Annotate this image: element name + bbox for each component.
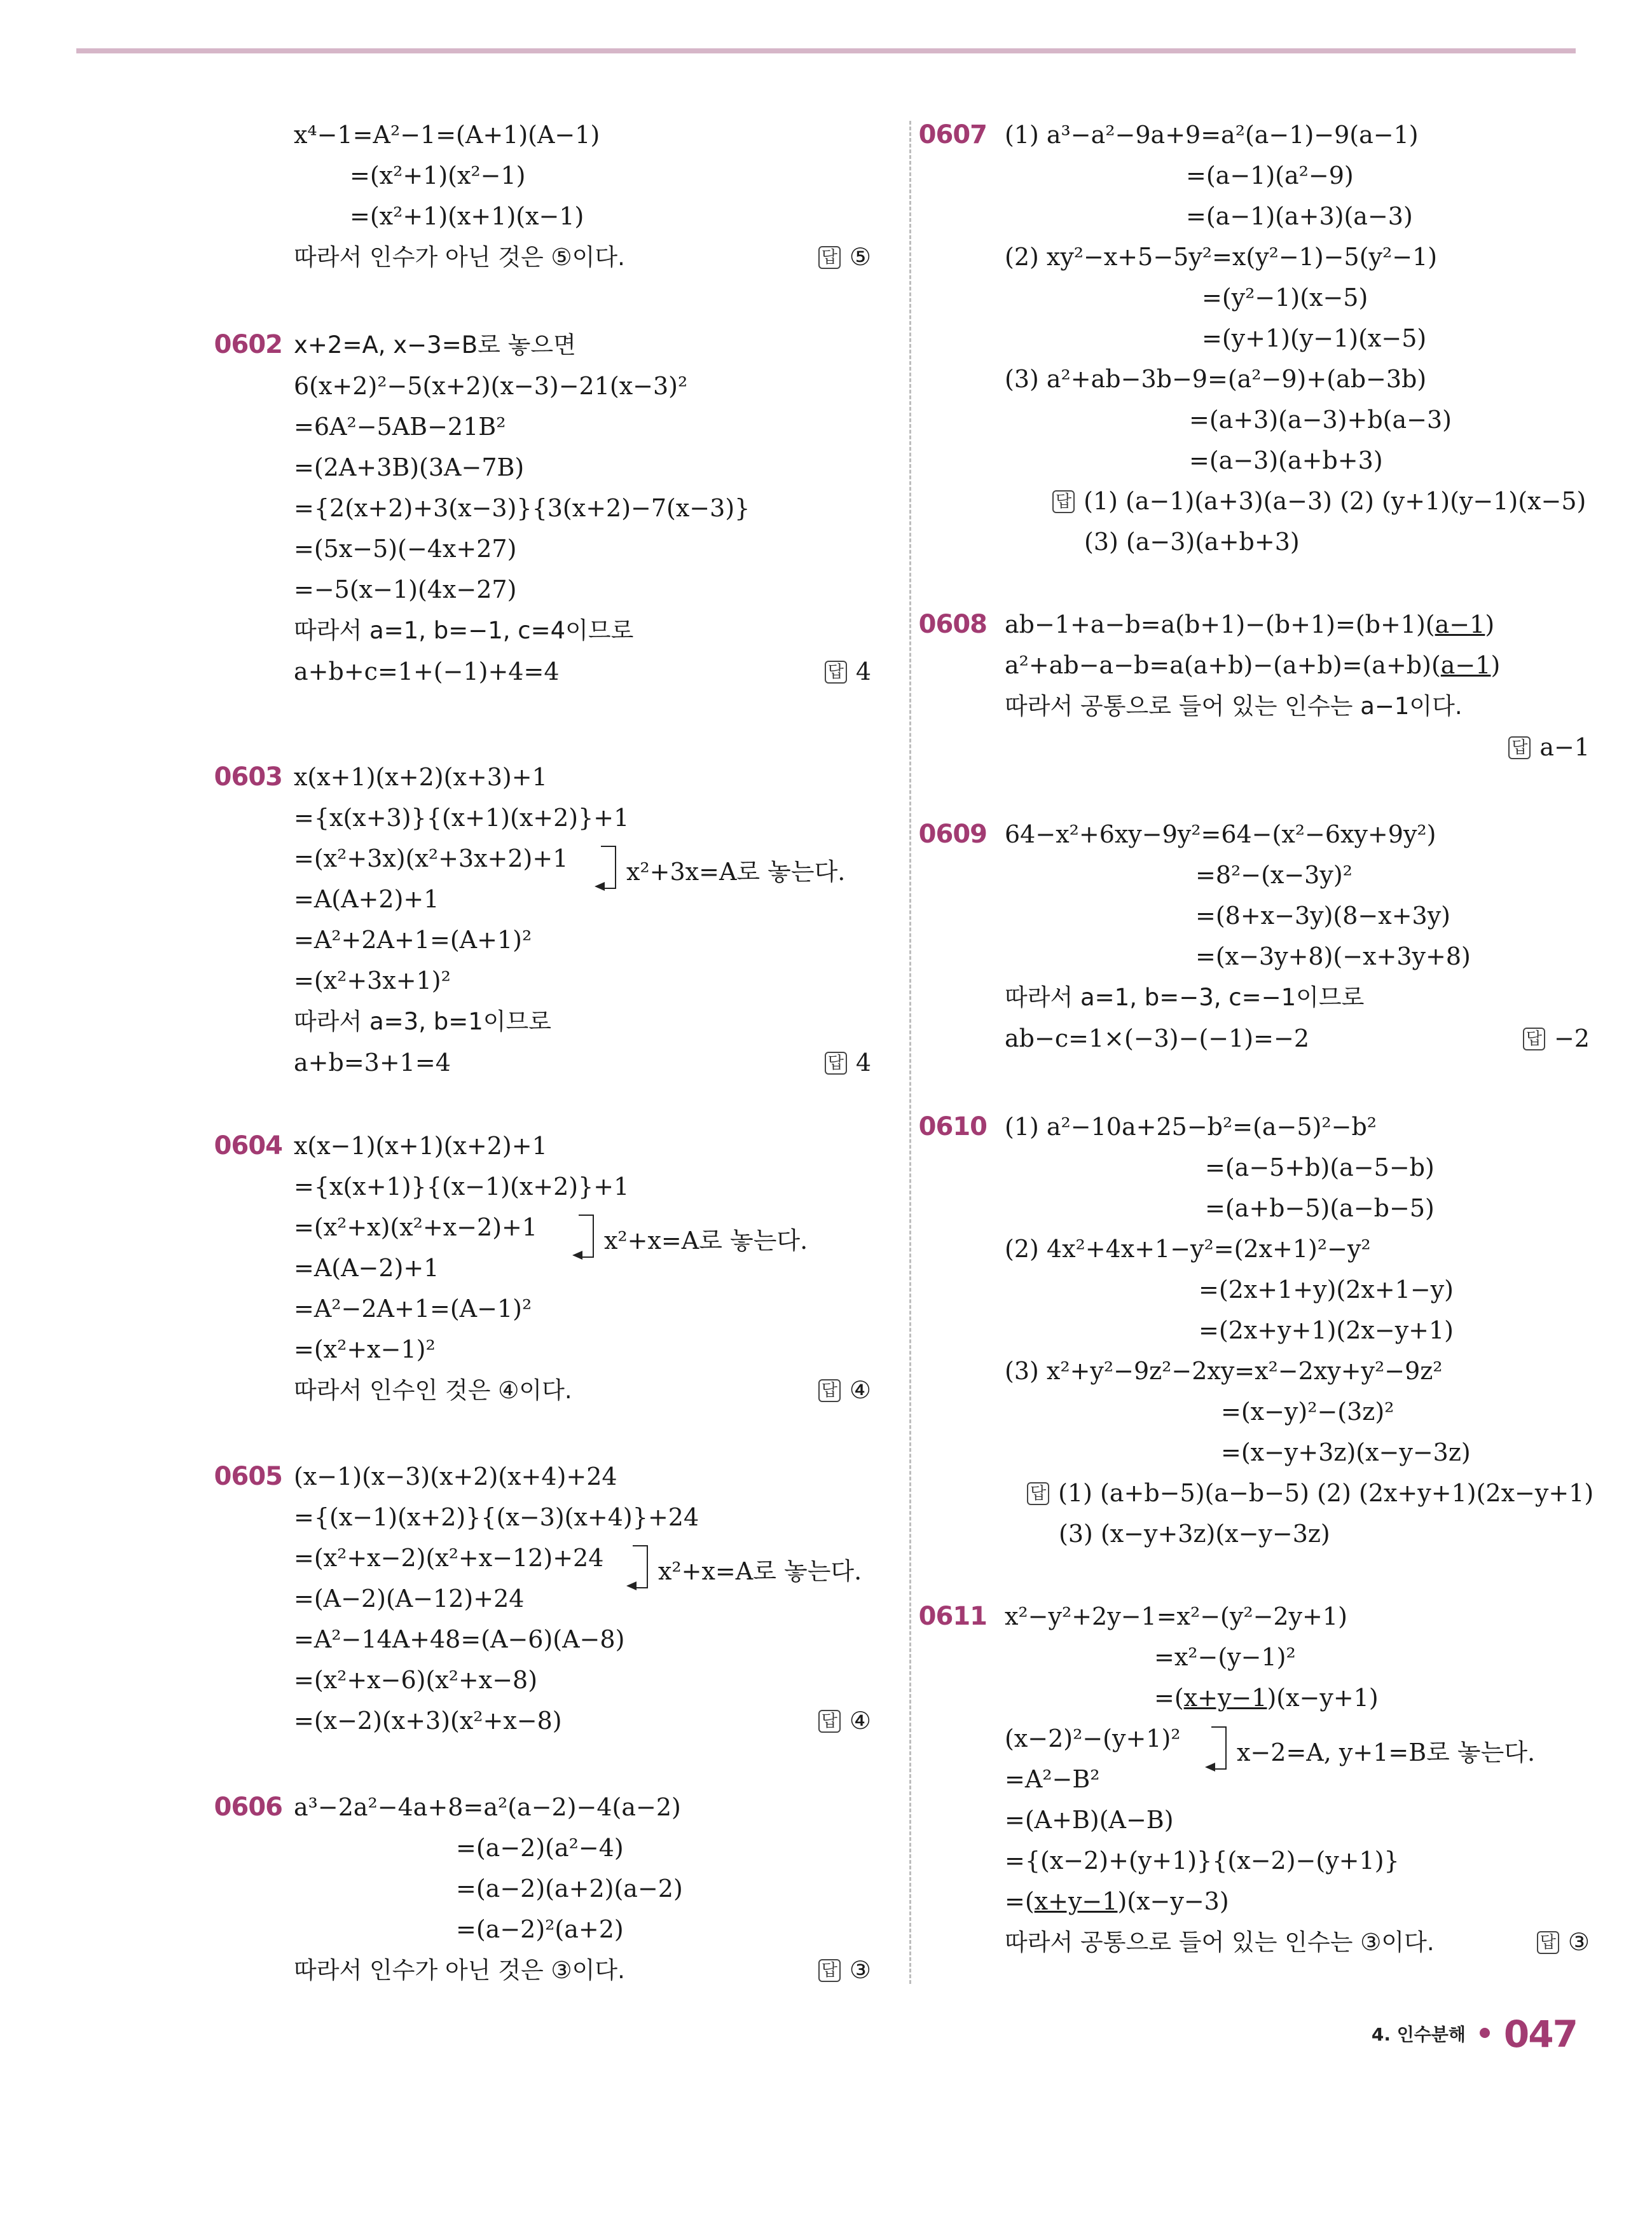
- line: [941, 1018, 1590, 1059]
- answer: [941, 1473, 1594, 1513]
- line-text: ab−c=1×(−3)−(−1)=−2: [1005, 1024, 1309, 1052]
- line: =(a−2)(a²−4): [456, 1834, 624, 1862]
- line: (x−1)(x−3)(x+2)(x+4)+24: [294, 1463, 617, 1490]
- problem-number: 0607: [918, 120, 987, 149]
- line: [941, 1677, 1590, 1718]
- line: =(x−y)²−(3z)²: [1221, 1398, 1394, 1426]
- line-text: 따라서 a=3, b=1이므로: [294, 1008, 551, 1035]
- left-column: [214, 114, 871, 1984]
- line: =(x²+3x)(x²+3x+2)+1: [294, 844, 568, 872]
- problem-number: 0602: [214, 330, 282, 359]
- line: [226, 1042, 871, 1083]
- line: [941, 977, 1590, 1018]
- line: [226, 1001, 871, 1042]
- common-factor: x+y−1: [1034, 1887, 1118, 1915]
- line: =A²−2A+1=(A−1)²: [294, 1295, 532, 1323]
- substitution-note: x²+x=A로 놓는다.: [658, 1557, 862, 1585]
- line: =A²−B²: [1005, 1765, 1100, 1793]
- line: [941, 604, 1590, 645]
- answer-value: −2: [1553, 1024, 1590, 1052]
- line-text: a+b=3+1=4: [294, 1049, 451, 1077]
- line: [226, 651, 871, 692]
- arrow-icon: [595, 882, 605, 891]
- line: =(A+B)(A−B): [1005, 1806, 1174, 1834]
- problem-number: 0611: [918, 1602, 987, 1631]
- line: ={2(x+2)+3(x−3)}{3(x+2)−7(x−3)}: [294, 494, 750, 522]
- line: [226, 610, 871, 651]
- line: [941, 727, 1590, 767]
- line: [226, 1950, 871, 1991]
- line: =(y²−1)(x−5): [1202, 284, 1368, 312]
- answer-label: 답: [1508, 736, 1531, 759]
- expr: =(: [1005, 1887, 1035, 1915]
- expr: )(x−y+1): [1267, 1684, 1379, 1712]
- line: x(x+1)(x+2)(x+3)+1: [294, 763, 547, 791]
- common-factor: a−1: [1440, 651, 1491, 679]
- line: =A²−14A+48=(A−6)(A−8): [294, 1625, 625, 1653]
- arrow-icon: [572, 1251, 582, 1260]
- substitution-note: x−2=A, y+1=B로 놓는다.: [1237, 1738, 1536, 1766]
- line: x(x−1)(x+1)(x+2)+1: [294, 1132, 547, 1160]
- answer-label: 답: [818, 1710, 841, 1733]
- answer-label: 답: [818, 1379, 841, 1402]
- answer-label: 답: [1523, 1028, 1545, 1050]
- answer-value: a−1: [1539, 733, 1590, 761]
- line: =(a−2)²(a+2): [456, 1915, 624, 1943]
- line: =(x²+x−6)(x²+x−8): [294, 1666, 538, 1694]
- answer: [1523, 1018, 1590, 1059]
- problem-0603: [214, 757, 871, 1083]
- line-text: 따라서 공통으로 들어 있는 인수는 ③이다.: [1005, 1929, 1435, 1956]
- line: =A(A−2)+1: [294, 1254, 439, 1282]
- answer: [818, 1950, 871, 1990]
- line: [941, 645, 1590, 685]
- line: (x−2)²−(y+1)²: [1005, 1724, 1181, 1752]
- line: =(a−5+b)(a−5−b): [1205, 1153, 1435, 1181]
- line: =(x−3y+8)(−x+3y+8): [1195, 942, 1471, 970]
- answer-cont: (3) (a−3)(a+b+3): [1084, 528, 1300, 556]
- line: [226, 324, 871, 366]
- answer-value: (1) (a+b−5)(a−b−5) (2) (2x+y+1)(2x−y+1): [1058, 1479, 1594, 1507]
- problem-0608: [918, 604, 1590, 767]
- line-text: 따라서 a=1, b=−1, c=4이므로: [294, 617, 634, 644]
- line: 6(x+2)²−5(x+2)(x−3)−21(x−3)²: [294, 372, 688, 400]
- top-rule: [76, 48, 1576, 53]
- line: =(a−2)(a+2)(a−2): [456, 1875, 683, 1903]
- line: [226, 237, 871, 278]
- line: ={(x−2)+(y+1)}{(x−2)−(y+1)}: [1005, 1847, 1400, 1875]
- line-text: x+2=A, x−3=B로 놓으면: [294, 331, 576, 359]
- page-footer: [1372, 2013, 1577, 2056]
- answer-label: 답: [1052, 490, 1075, 513]
- problem-0606: [214, 1787, 871, 1991]
- line: =(x−y+3z)(x−y−3z): [1221, 1438, 1471, 1466]
- line: =A(A+2)+1: [294, 885, 439, 913]
- answer-label: 답: [825, 1052, 847, 1075]
- answer-value: 4: [855, 1049, 871, 1077]
- line: =(a−3)(a+b+3): [1189, 446, 1383, 474]
- line: =(A−2)(A−12)+24: [294, 1585, 525, 1613]
- answer: [825, 651, 871, 692]
- line: [941, 1881, 1590, 1922]
- line: =(2x+y+1)(2x−y+1): [1199, 1316, 1454, 1344]
- line: (1) a³−a²−9a+9=a²(a−1)−9(a−1): [1005, 121, 1419, 149]
- line: ={x(x+1)}{(x−1)(x+2)}+1: [294, 1173, 630, 1201]
- line: =8²−(x−3y)²: [1195, 861, 1353, 889]
- line: =(x²+x−2)(x²+x−12)+24: [294, 1544, 604, 1572]
- expr: =(: [1154, 1684, 1184, 1712]
- line: =x²−(y−1)²: [1154, 1643, 1296, 1671]
- answer: [941, 481, 1590, 521]
- line: =(a−1)(a+3)(a−3): [1186, 202, 1413, 230]
- problem-0604: [214, 1125, 871, 1411]
- line: (1) a²−10a+25−b²=(a−5)²−b²: [1005, 1113, 1377, 1141]
- answer-value: ③: [849, 1956, 871, 1984]
- problem-0607: [918, 114, 1590, 562]
- expr: ab−1+a−b=a(b+1)−(b+1)=(b+1)(: [1005, 610, 1435, 638]
- problem-number: 0603: [214, 762, 282, 792]
- expr: ): [1485, 610, 1495, 638]
- chapter-title: 4. 인수분해: [1371, 2024, 1466, 2045]
- line: [226, 1700, 871, 1741]
- line: [941, 1922, 1590, 1963]
- arrow-icon: [1205, 1763, 1215, 1772]
- expr: )(x−y−3): [1117, 1887, 1229, 1915]
- conclusion-text: 따라서 인수가 아닌 것은 ⑤이다.: [294, 244, 625, 271]
- line: [226, 1370, 871, 1411]
- line-text: 따라서 인수가 아닌 것은 ③이다.: [294, 1957, 625, 1984]
- problem-number: 0604: [214, 1131, 282, 1160]
- answer-value: ③: [1567, 1928, 1590, 1956]
- answer-value: 4: [855, 657, 871, 685]
- line: =6A²−5AB−21B²: [294, 413, 506, 441]
- substitution-note: x²+x=A로 놓는다.: [604, 1227, 808, 1255]
- problem-number: 0608: [918, 610, 987, 639]
- line: x⁴−1=A²−1=(A+1)(A−1): [294, 121, 600, 149]
- answer-label: 답: [818, 246, 841, 269]
- line-text: =(x−2)(x+3)(x²+x−8): [294, 1707, 562, 1735]
- line-text: 따라서 a=1, b=−3, c=−1이므로: [1005, 984, 1365, 1011]
- line: (2) 4x²+4x+1−y²=(2x+1)²−y²: [1005, 1235, 1371, 1263]
- bullet-icon: [1480, 2028, 1490, 2038]
- line: =(x²+x)(x²+x−2)+1: [294, 1213, 538, 1241]
- problem-number: 0605: [214, 1462, 282, 1491]
- expr: ): [1490, 651, 1501, 679]
- arrow-icon: [626, 1581, 637, 1590]
- answer: [1508, 727, 1590, 767]
- problem-0605: [214, 1456, 871, 1741]
- answer: [818, 237, 871, 277]
- line: ={x(x+3)}{(x+1)(x+2)}+1: [294, 804, 630, 832]
- page-number: 047: [1503, 2013, 1577, 2056]
- line-text: a+b+c=1+(−1)+4=4: [294, 657, 560, 685]
- answer-value: ⑤: [849, 243, 871, 271]
- line: =(a+3)(a−3)+b(a−3): [1189, 406, 1452, 434]
- problem-0610: [918, 1106, 1594, 1554]
- line: =(x²+1)(x+1)(x−1): [350, 202, 584, 230]
- problem-number: 0609: [918, 820, 987, 849]
- problem-0601: [226, 114, 871, 278]
- answer: [825, 1042, 871, 1083]
- line: =A²+2A+1=(A+1)²: [294, 926, 532, 954]
- substitution-note: x²+3x=A로 놓는다.: [626, 858, 846, 886]
- answer-cont: (3) (x−y+3z)(x−y−3z): [1059, 1520, 1330, 1548]
- answer: [1537, 1922, 1590, 1962]
- answer-value: ④: [849, 1376, 871, 1404]
- line-text: 따라서 공통으로 들어 있는 인수는 a−1이다.: [1005, 692, 1463, 720]
- problem-number: 0606: [214, 1793, 282, 1822]
- column-divider: [909, 121, 911, 1984]
- line: =(a+b−5)(a−b−5): [1205, 1194, 1435, 1222]
- expr: a²+ab−a−b=a(a+b)−(a+b)=(a+b)(: [1005, 651, 1441, 679]
- line: =(x²+3x+1)²: [294, 967, 451, 995]
- answer-value: (1) (a−1)(a+3)(a−3) (2) (y+1)(y−1)(x−5): [1084, 487, 1587, 515]
- answer-label: 답: [825, 661, 847, 684]
- common-factor: x+y−1: [1183, 1684, 1267, 1712]
- line: [941, 685, 1590, 727]
- answer-label: 답: [818, 1959, 841, 1982]
- line: =(2x+1+y)(2x+1−y): [1199, 1276, 1454, 1304]
- answer-value: ④: [849, 1707, 871, 1735]
- problem-0602: [214, 324, 871, 692]
- line: =−5(x−1)(4x−27): [294, 575, 517, 603]
- line: (3) a²+ab−3b−9=(a²−9)+(ab−3b): [1005, 365, 1427, 393]
- line: =(x²+x−1)²: [294, 1335, 436, 1363]
- line: (3) x²+y²−9z²−2xy=x²−2xy+y²−9z²: [1005, 1357, 1443, 1385]
- line: =(2A+3B)(3A−7B): [294, 453, 525, 481]
- answer-label: 답: [1027, 1482, 1049, 1505]
- line: =(x²+1)(x²−1): [350, 162, 526, 189]
- problem-0609: [918, 814, 1590, 1059]
- answer: [818, 1370, 871, 1410]
- problem-number: 0610: [918, 1112, 987, 1141]
- line: ={(x−1)(x+2)}{(x−3)(x+4)}+24: [294, 1503, 699, 1531]
- answer-label: 답: [1537, 1931, 1559, 1954]
- common-factor: a−1: [1435, 610, 1485, 638]
- line-text: 따라서 인수인 것은 ④이다.: [294, 1377, 572, 1404]
- line: 64−x²+6xy−9y²=64−(x²−6xy+9y²): [1005, 820, 1436, 848]
- line: =(a−1)(a²−9): [1186, 162, 1354, 189]
- line: a³−2a²−4a+8=a²(a−2)−4(a−2): [294, 1793, 681, 1821]
- answer: [818, 1700, 871, 1741]
- line: =(5x−5)(−4x+27): [294, 535, 517, 563]
- line: =(8+x−3y)(8−x+3y): [1195, 902, 1451, 930]
- line: =(y+1)(y−1)(x−5): [1202, 324, 1427, 352]
- line: (2) xy²−x+5−5y²=x(y²−1)−5(y²−1): [1005, 243, 1438, 271]
- line: x²−y²+2y−1=x²−(y²−2y+1): [1005, 1602, 1347, 1630]
- problem-0611: [918, 1596, 1590, 1963]
